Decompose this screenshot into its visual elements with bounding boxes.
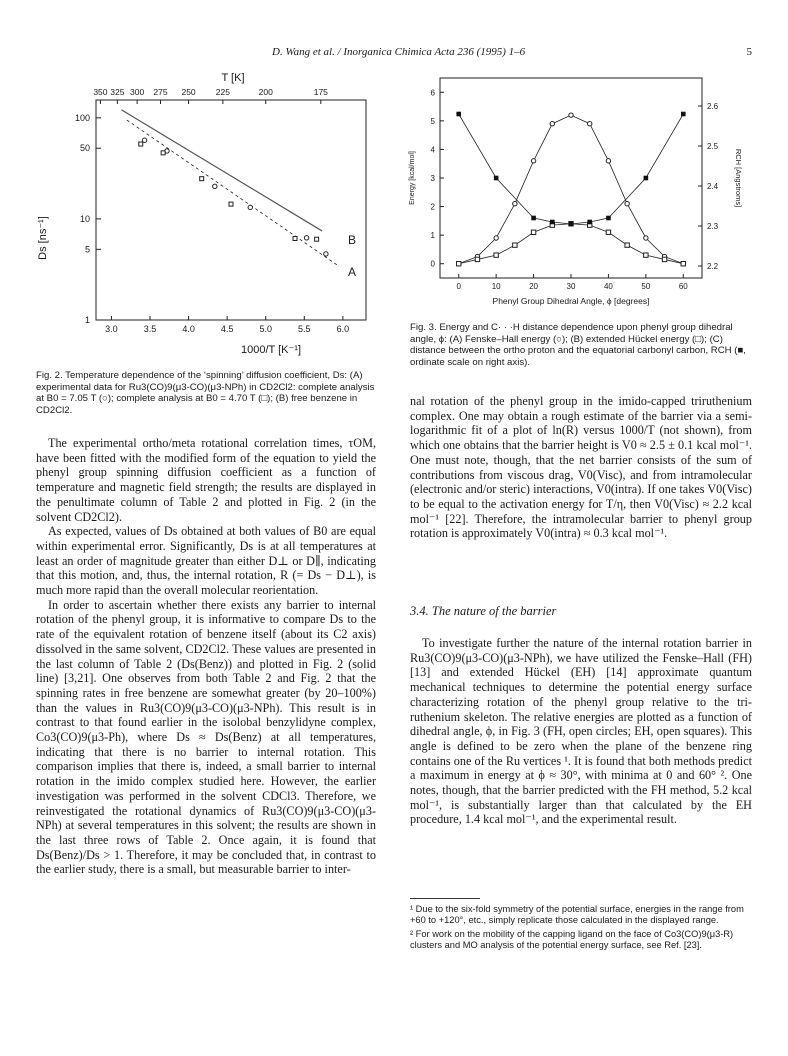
data-point-square (200, 177, 204, 181)
page-number: 5 (746, 46, 752, 58)
x-tick-label: 50 (641, 282, 651, 291)
data-point-circle (248, 205, 252, 209)
fh-point (644, 236, 648, 240)
data-point-circle (213, 184, 217, 188)
fh-point (513, 202, 517, 206)
rch-point (644, 176, 649, 181)
y-tick-label: 0 (430, 259, 435, 269)
x-tick-label: 4.0 (182, 324, 195, 334)
rch-point (681, 112, 686, 117)
figure-3-caption: Fig. 3. Energy and C· · ·H distance dependence upon phenyl group dihedral angle, ϕ: (A) Fenske–Hall energy (○); (B) extended Hückel energy (□); (C) distance between the ortho proton and the equatorial carbonyl carbon, RCH (■, ordinate scale on right axis). (410, 322, 746, 368)
rch-series-line (459, 114, 684, 224)
label-a: A (348, 265, 357, 279)
x-tick-label: 0 (456, 282, 461, 291)
x-tick-label: 5.5 (298, 324, 311, 334)
right-column-bottom (410, 636, 752, 827)
x-tick-label: 60 (678, 282, 688, 291)
y-tick-label: 50 (79, 143, 90, 154)
eh-point (625, 243, 629, 247)
y-tick-label: 6 (430, 88, 435, 98)
eh-point (457, 262, 461, 266)
y-tick-label: 100 (74, 112, 90, 123)
footnote-2: ² For work on the mobility of the capping ligand on the face of Co3(CO)9(μ3-R) clusters and MO analysis of the potential energy surface, see Ref. [23]. (410, 928, 734, 951)
fig2-top-axis-label: T [K] (221, 72, 245, 84)
right-column-top (410, 394, 752, 541)
fh-point (606, 159, 610, 163)
eh-point (531, 230, 535, 234)
x-tick-label: 5.0 (259, 324, 272, 334)
footnote-rule (410, 898, 480, 899)
label-b: B (348, 233, 357, 247)
footnotes (410, 904, 752, 952)
top-tick-label: 350 (93, 87, 108, 97)
x-tick-label: 3.5 (143, 324, 157, 334)
rch-point (456, 112, 461, 117)
eh-point (475, 257, 479, 261)
data-point-circle (304, 236, 308, 240)
fig2-ylabel: Ds [ns⁻¹] (37, 216, 49, 260)
footnote-1: ¹ Due to the six-fold symmetry of the potential surface, energies in the range from +60 to +120°, etc., simply replicate those calculated in the displayed range. (410, 904, 744, 926)
rch-point (569, 222, 574, 227)
eh-point (513, 243, 517, 247)
y-tick-label: 3 (430, 174, 435, 183)
data-point-square (161, 151, 165, 155)
right-tick-label: 2.2 (707, 262, 719, 271)
x-tick-label: 6.0 (336, 324, 350, 334)
fh-point (550, 122, 554, 126)
x-tick-label: 30 (566, 282, 576, 291)
top-tick-label: 225 (215, 87, 230, 97)
paragraph: In order to ascertain whether there exists any barrier to internal rotation of the phenyl group, it is informative to compare Ds to the rate of the equivalent rotation of benzene itself (about its C2 axis) dissolved in the same solvent, CD2Cl2. These values are presented in the last column of Table 2 (Ds(Benz)) and plotted in Fig. 2 (solid line) [3,21]. One observes from both Table 2 and Fig. 2 that the spinning rates in free benzene are somewhat greater (by 20–100%) than the values in Ru3(CO)9(μ3-CO)(μ3-NPh). This result is in contrast to that found earlier in the isolobal benzylidyne complex, Co3(CO)9(μ3-Ph), where Ds ≈ Ds(Benz) at all temperatures, indicating that there is no barrier to internal rotation. This comparison implies that there is, indeed, a small barrier to internal rotation in the imido complex studied here. However, the earlier investigation was performed in the solvent CDCl3. Therefore, we reinvestigated the rotational dynamics of Ru3(CO)9(μ3-CO)(μ3-NPh) at several temperatures in this solvent; the results are shown in the last three rows of Table 2. Once again, it is found that Ds(Benz)/Ds > 1. Therefore, it may be concluded that, in contrast to the earlier study, there is a small, but measurable barrier to inter- (36, 597, 376, 877)
right-tick-label: 2.6 (707, 102, 719, 111)
eh-point (644, 253, 648, 257)
fig3-right-label: RCH [Angstroms] (734, 148, 743, 208)
top-tick-label: 175 (313, 87, 328, 97)
paragraph: As expected, values of Ds obtained at both values of B0 are equal within experimental error. Significantly, Ds is at all temperatures at least an order of magnitude greater than either D⊥ or D∥, indicating that this motion, and, thus, the internal rotation, R (= Ds − D⊥), is much more rapid than the overall molecular reorientation. (36, 524, 376, 598)
data-point-square (293, 236, 297, 240)
right-tick-label: 2.3 (707, 222, 719, 231)
x-tick-label: 20 (529, 282, 539, 291)
x-tick-label: 3.0 (105, 324, 118, 334)
fh-point (588, 122, 592, 126)
rch-point (494, 176, 499, 181)
data-point-square (229, 202, 233, 206)
top-tick-label: 275 (153, 87, 168, 97)
rch-point (587, 220, 592, 225)
y-tick-label: 5 (430, 116, 435, 126)
fh-point (494, 236, 498, 240)
section-heading: 3.4. The nature of the barrier (410, 604, 557, 618)
data-point-square (139, 142, 143, 146)
fig3-xlabel: Phenyl Group Dihedral Angle, ϕ [degrees] (492, 296, 650, 306)
paragraph: To investigate further the nature of the internal rotation barrier in Ru3(CO)9(μ3-CO)(μ3-NPh), we have utilized the Fenske–Hall (FH) [13] and extended Hückel (EH) [14] approximate quantum mechanical techniques to determine the potential energy surface characterizing rotation of the phenyl group relative to the tri-ruthenium skeleton. The relative energies are plotted as a function of dihedral angle, ϕ, in Fig. 3 (FH, open circles; EH, open squares). This angle is defined to be zero when the plane of the benzene ring contains one of the Ru vertices ¹. It is found that both methods predict a maximum in energy at ϕ ≈ 30°, with minima at 0 and 60° ². One notes, though, that the barrier predicted with the FH method, 5.2 kcal mol⁻¹, is substantially larger than that calculated by the EH procedure, 1.4 kcal mol⁻¹, and the experimental result. (410, 636, 752, 827)
paragraph: nal rotation of the phenyl group in the imido-capped triruthenium complex. One may obtain a rough estimate of the barrier via a semi-logarithmic fit of a plot of ln(R) versus 1000/T (not shown), from which one obtains that the barrier height is V0 ≈ 2.5 ± 0.1 kcal mol⁻¹. One must note, though, that the net barrier consists of the sum of contributions from viscous drag, V0(Visc), and from intramolecular (electronic and/or steric) interactions, V0(intra). If one takes V0(Visc) to be equal to the activation energy for T/η, then V0(Visc) ≈ 2.2 kcal mol⁻¹ [22]. Therefore, the intramolecular barrier to phenyl group rotation is approximately V0(intra) ≈ 0.3 kcal mol⁻¹. (410, 394, 752, 541)
top-tick-label: 200 (258, 87, 273, 97)
eh-series-line (459, 224, 684, 264)
eh-point (494, 253, 498, 257)
fh-point (531, 159, 535, 163)
fh-point (569, 113, 573, 117)
fig3-ylabel: Energy [kcal/mol] (409, 151, 416, 205)
right-tick-label: 2.5 (707, 142, 719, 151)
eh-point (662, 257, 666, 261)
top-tick-label: 300 (130, 87, 145, 97)
running-title: D. Wang et al. / Inorganica Chimica Acta 236 (1995) 1–6 (272, 46, 526, 58)
x-tick-label: 10 (491, 282, 501, 291)
x-tick-label: 4.5 (220, 324, 234, 334)
eh-point (681, 262, 685, 266)
fh-point (625, 202, 629, 206)
top-tick-label: 250 (181, 87, 196, 97)
top-tick-label: 325 (110, 87, 125, 97)
fig2-xlabel: 1000/T [K⁻¹] (240, 344, 302, 356)
y-tick-label: 5 (84, 244, 90, 255)
left-column (36, 436, 376, 877)
figure-2-chart (36, 68, 376, 368)
figure-3-chart (400, 68, 752, 318)
paragraph: The experimental ortho/meta rotational correlation times, τOM, have been fitted with the modified form of the equation to yield the phenyl group spinning diffusion coefficient as a function of temperature and magnetic field strength; the results are displayed in the penultimate column of Table 2 and plotted in Fig. 2 (in the solvent CD2Cl2). (36, 436, 376, 524)
y-tick-label: 2 (430, 202, 435, 212)
eh-point (606, 230, 610, 234)
rch-point (606, 216, 611, 221)
y-tick-label: 10 (79, 213, 90, 224)
data-point-circle (324, 252, 328, 256)
rch-point (531, 216, 536, 221)
fit-dashed-line (127, 120, 339, 266)
rch-point (550, 220, 555, 225)
y-tick-label: 4 (430, 145, 435, 155)
figure-2-caption: Fig. 2. Temperature dependence of the ‘spinning’ diffusion coefficient, Ds: (A) experimental data for Ru3(CO)9(μ3-CO)(μ3-NPh) in CD2Cl2: complete analysis at B0 = 7.05 T (○); complete analysis at B0 = 4.70 T (□); (B) free benzene in CD2Cl2. (36, 370, 375, 416)
data-point-square (315, 237, 319, 241)
right-tick-label: 2.4 (707, 182, 719, 191)
y-tick-label: 1 (84, 315, 90, 325)
benzene-line (121, 110, 322, 231)
fh-series-line (459, 115, 684, 264)
x-tick-label: 40 (603, 282, 613, 291)
y-tick-label: 1 (430, 231, 435, 241)
